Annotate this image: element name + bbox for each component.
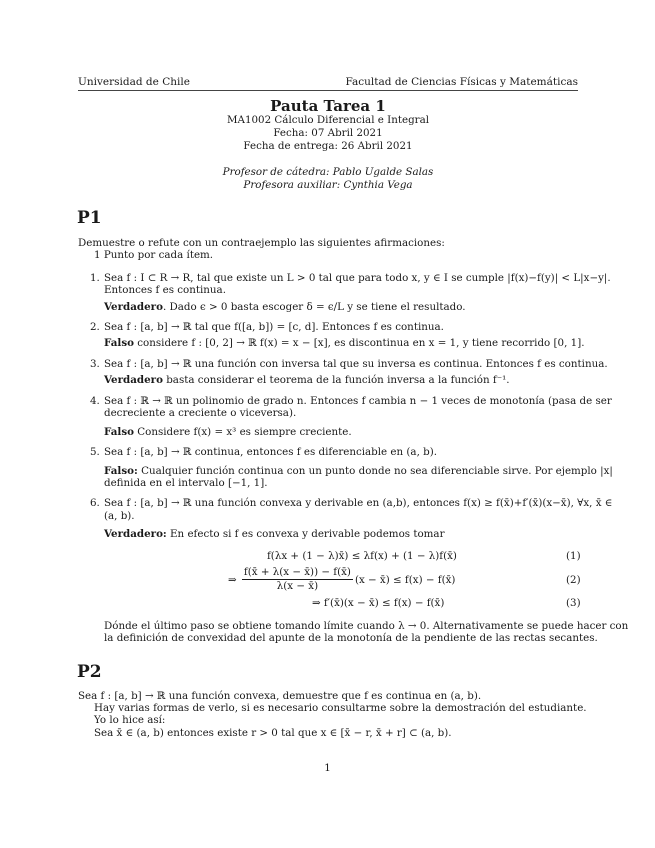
issue-date: Fecha: 07 Abril 2021 bbox=[273, 127, 383, 139]
p1-intro: Demuestre o refute con un contraejemplo las siguientes afirmaciones: bbox=[78, 237, 445, 249]
item-4-statement: Sea f : ℝ → ℝ un polinomio de grado n. Entonces f cambia n − 1 veces de monotonía (pasa de ser bbox=[104, 395, 612, 407]
header-rule bbox=[78, 90, 578, 91]
answer-text: Considere f(x) = x³ es siempre creciente. bbox=[134, 426, 352, 438]
answer-label: Falso bbox=[104, 426, 134, 438]
answer-text: Cualquier función continua con un punto donde no sea diferenciable sirve. Por ejemplo |x| bbox=[137, 465, 613, 477]
item-2-answer bbox=[104, 337, 584, 350]
answer-label: Falso: bbox=[104, 465, 138, 477]
auxiliar-line: Profesora auxiliar: Cynthia Vega bbox=[243, 179, 413, 191]
item-2-statement: Sea f : [a, b] → ℝ tal que f([a, b]) = [c, d]. Entonces f es continua. bbox=[104, 321, 444, 333]
p2-note: Hay varias formas de verlo, si es necesario consultarme sobre la demostración del estudiante. bbox=[94, 702, 587, 714]
equation-1: f(λx + (1 − λ)x̄) ≤ λf(x) + (1 − λ)f(x̄) bbox=[267, 550, 457, 562]
equation-2-rhs: (x − x̄) ≤ f(x) − f(x̄) bbox=[354, 573, 456, 586]
course-name: MA1002 Cálculo Diferencial e Integral bbox=[226, 114, 430, 126]
item-3-number: 3. bbox=[90, 358, 100, 370]
implies-symbol: ⇒ bbox=[228, 573, 237, 586]
answer-label: Verdadero bbox=[104, 301, 163, 313]
answer-text: considere f : [0, 2] → ℝ f(x) = x − [x], es discontinua en x = 1, y tiene recorrido [0, 1]. bbox=[134, 337, 585, 349]
header-university: Universidad de Chile bbox=[78, 76, 190, 88]
p2-proof-start: Sea x̄ ∈ (a, b) entonces existe r > 0 tal que x ∈ [x̄ − r, x̄ + r] ⊂ (a, b). bbox=[94, 727, 452, 739]
item-2-number: 2. bbox=[90, 321, 100, 333]
p2-statement: Sea f : [a, b] → ℝ una función convexa, demuestre que f es continua en (a, b). bbox=[78, 690, 482, 702]
item-1-statement-cont: Entonces f es continua. bbox=[104, 284, 226, 296]
item-1-number: 1. bbox=[90, 272, 100, 284]
item-1-answer bbox=[104, 301, 466, 314]
document-title: Pauta Tarea 1 bbox=[270, 97, 386, 115]
item-3-statement: Sea f : [a, b] → ℝ una función con inversa tal que su inversa es continua. Entonces f es continua. bbox=[104, 358, 608, 370]
item-5-number: 5. bbox=[90, 446, 100, 458]
header-faculty: Facultad de Ciencias Físicas y Matemáticas bbox=[345, 76, 578, 88]
section-p1-heading: P1 bbox=[77, 208, 102, 228]
fraction-numerator: f(x̄ + λ(x − x̄)) − f(x̄) bbox=[242, 566, 353, 580]
difference-quotient bbox=[242, 566, 353, 594]
p2-approach: Yo lo hice así: bbox=[94, 714, 166, 726]
professor-line: Profesor de cátedra: Pablo Ugalde Salas bbox=[222, 166, 434, 178]
answer-text: basta considerar el teorema de la función inversa a la función f⁻¹. bbox=[162, 374, 510, 386]
equation-1-number: (1) bbox=[566, 550, 581, 562]
equation-2-number: (2) bbox=[566, 574, 581, 586]
section-p2-heading: P2 bbox=[77, 662, 102, 682]
item-6-answer bbox=[104, 528, 445, 541]
answer-text: . Dado ϵ > 0 basta escoger δ = ϵ/L y se tiene el resultado. bbox=[162, 301, 466, 313]
due-date: Fecha de entrega: 26 Abril 2021 bbox=[243, 140, 413, 152]
item-6-statement-cont: (a, b). bbox=[104, 510, 135, 522]
equation-3-number: (3) bbox=[566, 597, 581, 609]
answer-label: Verdadero: bbox=[104, 528, 167, 540]
fraction-denominator: λ(x − x̄) bbox=[276, 580, 319, 593]
item-5-statement: Sea f : [a, b] → ℝ continua, entonces f es diferenciable en (a, b). bbox=[104, 446, 437, 458]
item-1-statement: Sea f : I ⊂ R → R, tal que existe un L > 0 tal que para todo x, y ∈ I se cumple |f(x)−f(y)| < L|x−y|. bbox=[104, 272, 611, 284]
page-number: 1 bbox=[324, 762, 331, 774]
equation-2 bbox=[228, 566, 455, 594]
item-6-number: 6. bbox=[90, 497, 100, 509]
answer-text: En efecto si f es convexa y derivable podemos tomar bbox=[166, 528, 445, 540]
p1-closing-cont: la definición de convexidad del apunte de la monotonía de la pendiente de las rectas secantes. bbox=[104, 632, 598, 644]
item-4-answer bbox=[104, 426, 352, 439]
item-4-statement-cont: decreciente a creciente o viceversa). bbox=[104, 407, 297, 419]
p1-points: 1 Punto por cada ítem. bbox=[94, 249, 214, 261]
p1-closing: Dónde el último paso se obtiene tomando límite cuando λ → 0. Alternativamente se puede hacer con bbox=[104, 620, 629, 632]
answer-label: Verdadero bbox=[104, 374, 163, 386]
item-6-statement: Sea f : [a, b] → ℝ una función convexa y derivable en (a,b), entonces f(x) ≥ f(x̄)+f′(x̄)(x−x̄), ∀x, x̄ ∈ bbox=[104, 497, 613, 509]
item-3-answer bbox=[104, 374, 510, 387]
item-5-answer-cont: definida en el intervalo [−1, 1]. bbox=[104, 477, 268, 489]
item-4-number: 4. bbox=[90, 395, 100, 407]
answer-label: Falso bbox=[104, 337, 134, 349]
equation-3: ⇒ f′(x̄)(x − x̄) ≤ f(x) − f(x̄) bbox=[312, 597, 445, 609]
